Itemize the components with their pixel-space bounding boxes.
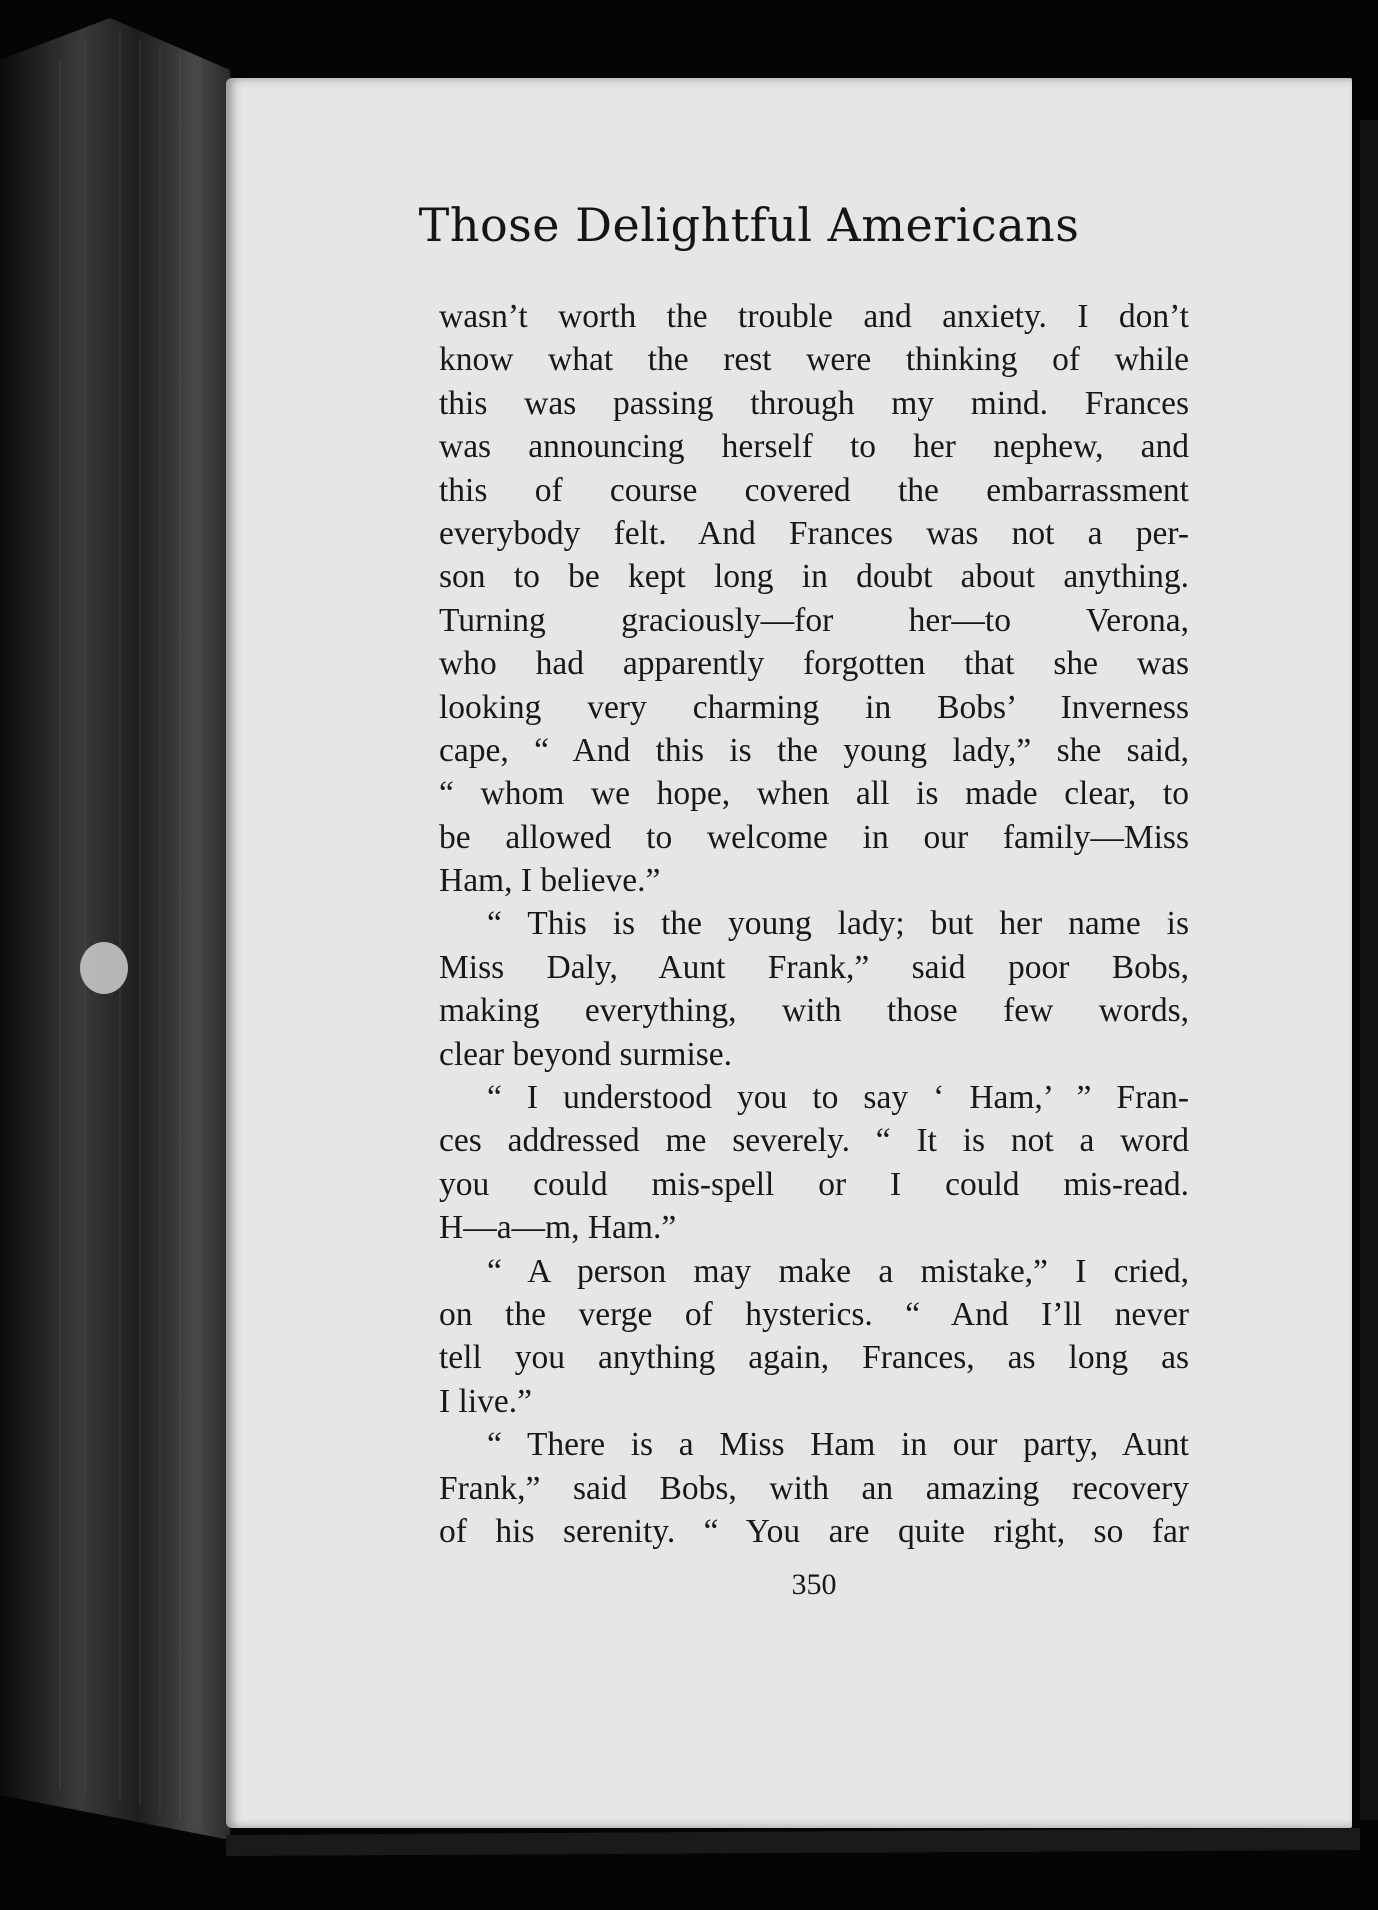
text-line: ces addressed me severely. “ It is not a word	[439, 1122, 1189, 1160]
text-line: son to be kept long in doubt about anything.	[439, 558, 1189, 596]
text-line: H—a—m, Ham.”	[439, 1209, 677, 1247]
text-line: “ There is a Miss Ham in our party, Aunt	[487, 1426, 1189, 1464]
text-line: know what the rest were thinking of while	[439, 341, 1189, 379]
text-line: everybody felt. And Frances was not a per-	[439, 514, 1189, 552]
running-head: Those Delightful Americans	[418, 198, 1080, 252]
text-line: Turning graciously—for her—to Verona,	[439, 601, 1189, 639]
page-number: 350	[791, 1568, 837, 1601]
text-line: “ A person may make a mistake,” I cried,	[487, 1252, 1189, 1290]
text-line: tell you anything again, Frances, as long as	[439, 1339, 1189, 1377]
text-line: “ whom we hope, when all is made clear, to	[439, 775, 1189, 813]
text-line: Miss Daly, Aunt Frank,” said poor Bobs,	[439, 948, 1189, 986]
text-line: Ham, I believe.”	[439, 862, 661, 900]
text-line: Frank,” said Bobs, with an amazing recovery	[439, 1469, 1189, 1507]
text-line: making everything, with those few words,	[439, 992, 1189, 1030]
text-line: “ This is the young lady; but her name is	[487, 905, 1189, 943]
text-line: on the verge of hysterics. “ And I’ll never	[439, 1295, 1189, 1333]
text-line: wasn’t worth the trouble and anxiety. I don’t	[439, 298, 1189, 335]
text-line: this was passing through my mind. Frances	[439, 384, 1189, 422]
text-line: who had apparently forgotten that she was	[439, 645, 1189, 683]
text-line: cape, “ And this is the young lady,” she said,	[439, 731, 1189, 769]
text-line: “ I understood you to say ‘ Ham,’ ” Fran-	[487, 1079, 1189, 1117]
text-line: this of course covered the embarrassment	[439, 471, 1189, 509]
text-line: looking very charming in Bobs’ Inverness	[439, 688, 1189, 726]
text-line: of his serenity. “ You are quite right, so far	[439, 1512, 1189, 1550]
text-line: was announcing herself to her nephew, and	[439, 428, 1189, 466]
text-line: you could mis-spell or I could mis-read.	[439, 1165, 1189, 1203]
text-line: I live.”	[439, 1382, 533, 1420]
text-line: be allowed to welcome in our family—Miss	[439, 818, 1189, 856]
body-text	[439, 295, 1189, 1553]
text-line: clear beyond surmise.	[439, 1035, 733, 1073]
right-page-edge	[1360, 120, 1378, 1820]
